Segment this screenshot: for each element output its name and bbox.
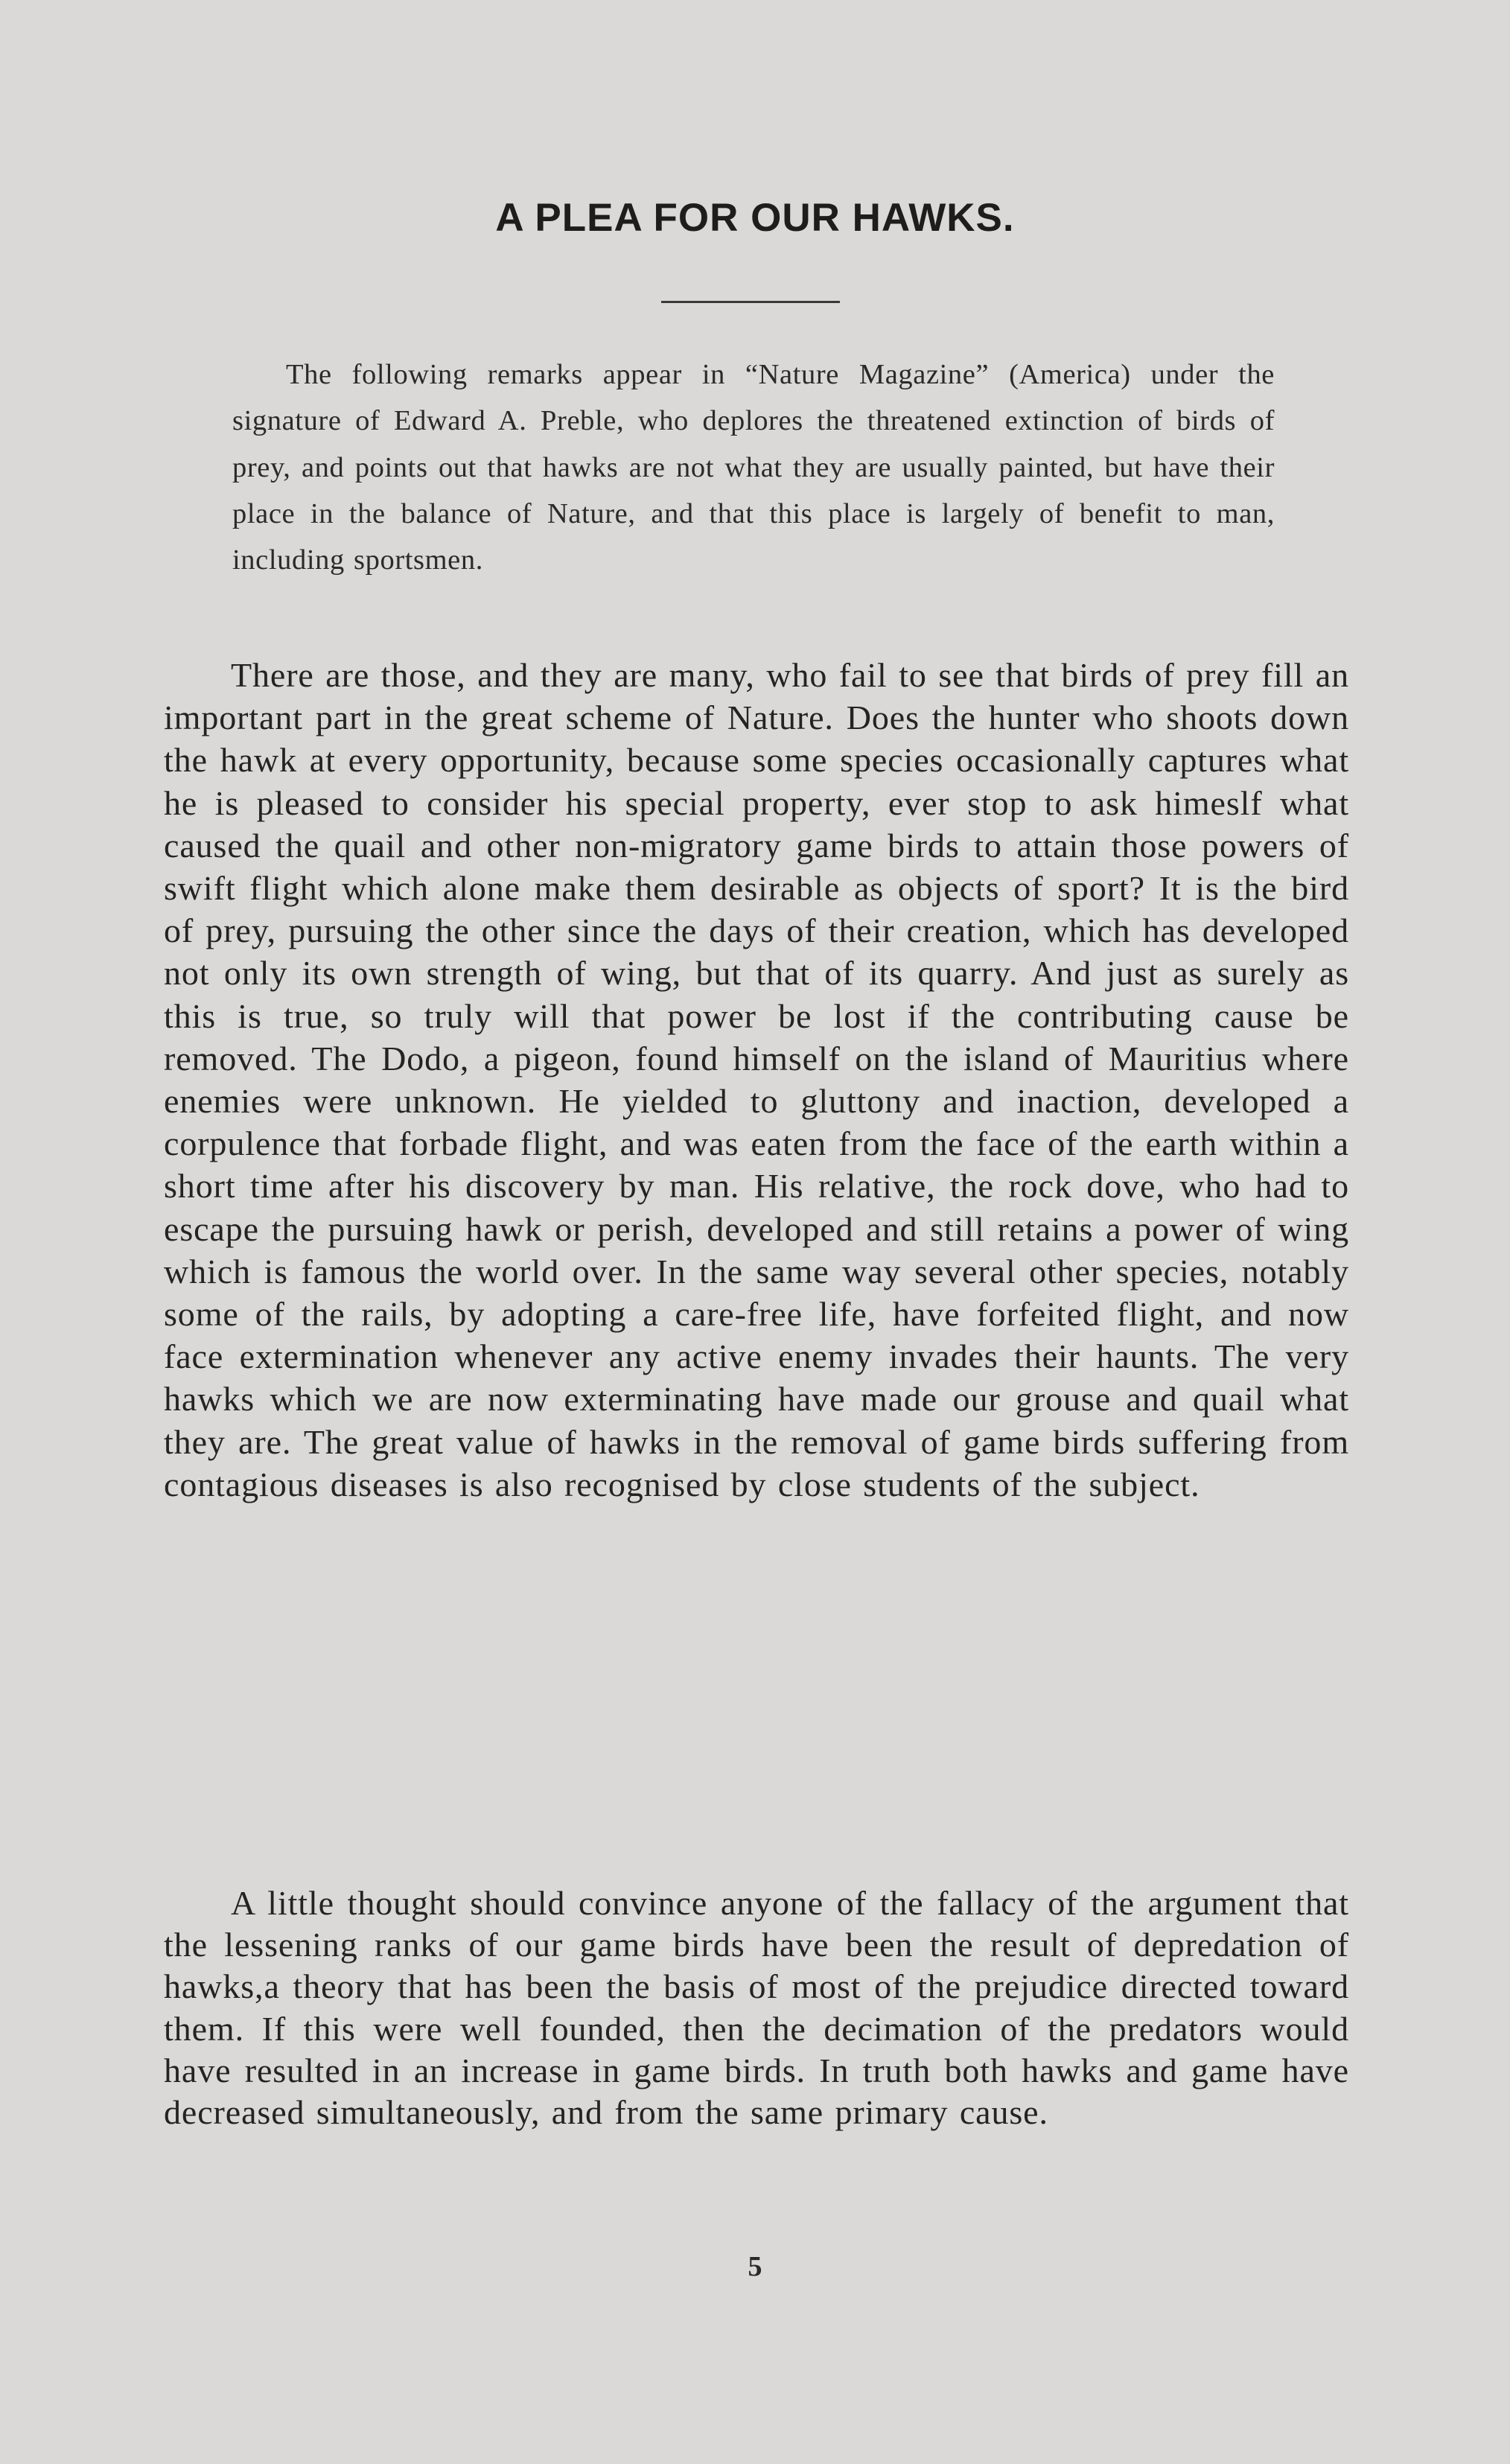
body-paragraph-2: A little thought should convince anyone of the fallacy of the argument that the lessening ranks of our game birds have been the result of depredation of hawks,a theory that has been the basis of most of the prejudice directed toward them. If this were well founded, then the decimation of the predators would have resulted in an increase in game birds. In truth both hawks and game have decreased simultaneously, and from the same primary cause. — [164, 1884, 1349, 2132]
body-paragraph-1: There are those, and they are many, who fail to see that birds of prey fill an important part in the great scheme of Nature. Does the hunter who shoots down the hawk at every opportunity, because some species occasionally captures what he is pleased to consider his special property, ever stop to ask himeslf what caused the quail and other non-migratory game birds to attain those powers of swift flight which alone make them desirable as objects of sport? It is the bird of prey, pursuing the other since the days of their creation, which has developed not only its own strength of wing, but that of its quarry. And just as surely as this is true, so truly will that power be lost if the contributing cause be removed. The Dodo, a pigeon, found himself on the island of Mauritius where enemies were unknown. He yielded to gluttony and inaction, developed a corpulence that forbade flight, and was eaten from the face of the earth within a short time after his discovery by man. His relative, the rock dove, who had to escape the pursuing hawk or perish, developed and still retains a power of wing which is famous the world over. In the same way several other species, notably some of the rails, by adopting a care-free life, have forfeited flight, and now face extermination whenever any active enemy invades their haunts. The very hawks which we are now exterminating have made our grouse and quail what they are. The great value of hawks in the removal of game birds suffering from contagious diseases is also recognised by close students of the subject. — [164, 656, 1349, 1503]
title-divider — [661, 301, 840, 303]
intro-paragraph: The following remarks appear in “Nature Magazine” (America) under the signature of Edward A. Preble, who deplores the threatened extinction of birds of prey, and points out that hawks are not what they are usually painted, but have their place in the balance of Nature, and that this place is largely of benefit to man, including sportsmen. — [232, 359, 1275, 576]
page-title: A PLEA FOR OUR HAWKS. — [495, 196, 1015, 240]
page-number: 5 — [748, 2251, 762, 2282]
